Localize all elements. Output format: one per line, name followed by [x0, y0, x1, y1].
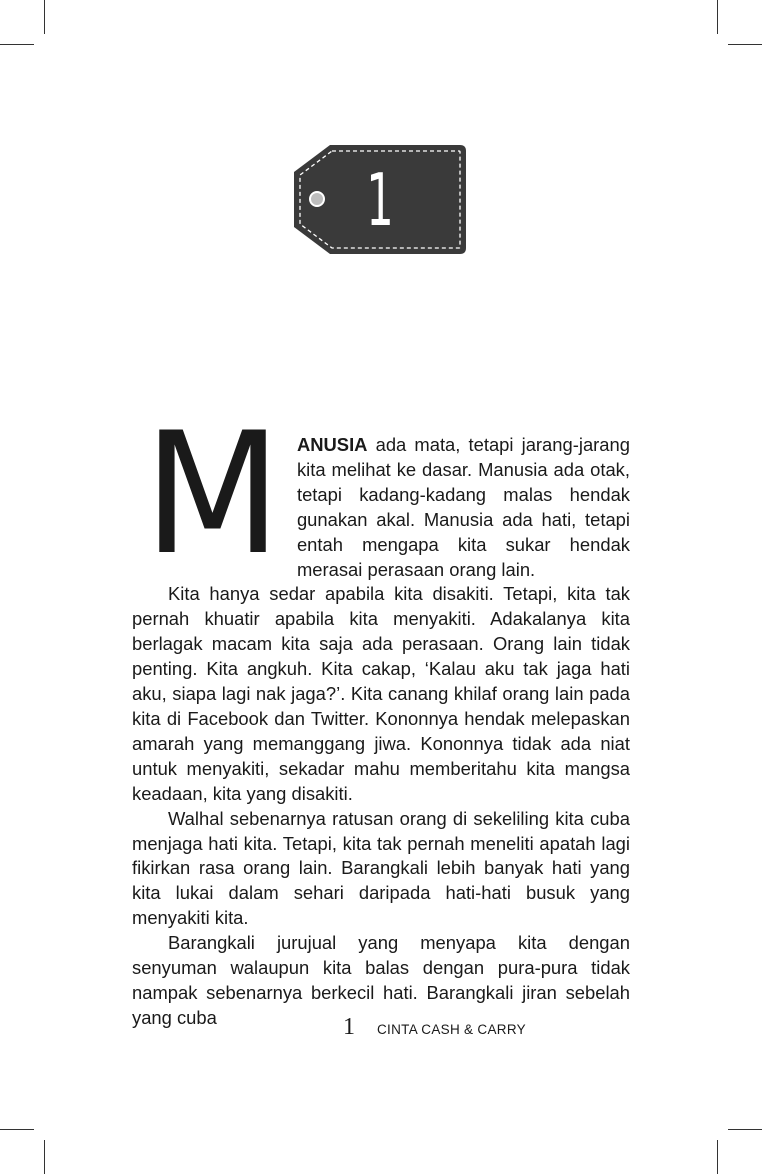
opening-text: ada mata, tetapi jarang-jarang kita melihat ke dasar. Manusia ada otak, tetapi kadang-kadang malas hendak gunakan akal. Manusia ada hati, tetapi entah mengapa kita sukar hendak merasai perasaan orang lain. — [296, 434, 630, 580]
page-number: 1 — [343, 1014, 355, 1040]
drop-cap: M — [143, 396, 282, 592]
crop-mark-bottom-right-v — [717, 1140, 718, 1174]
opening-paragraph — [132, 396, 630, 592]
crop-mark-top-left-v — [44, 0, 45, 34]
crop-mark-bottom-left-h — [0, 1129, 34, 1130]
crop-mark-bottom-right-h — [728, 1129, 762, 1130]
chapter-tag — [292, 143, 468, 256]
paragraph: Walhal sebenarnya ratusan orang di sekeliling kita cuba menjaga hati kita. Tetapi, kita tak pernah meneliti apatah lagi fikirkan rasa orang lain. Barangkali lebih banyak hati yang kita lukai dalam sehari daripada hati-hati busuk yang menyakiti kita. — [132, 807, 630, 929]
lead-word: ANUSIA — [296, 434, 368, 455]
paragraph: Kita hanya sedar apabila kita disakiti. Tetapi, kita tak pernah khuatir apabila kita menyakiti. Adakalanya kita berlagak macam kita saja ada perasaan. Orang lain tidak penting. Kita angkuh. Kita cakap, ‘Kalau aku tak jaga hati aku, siapa lagi nak jaga?’. Kita canang khilaf orang lain pada kita di Facebook dan Twitter. Kononnya hendak melepaskan amarah yang memanggang jiwa. Kononnya tidak ada niat untuk menyakiti, sekadar mahu memberitahu kita mangsa keadaan, kita yang disakiti. — [132, 583, 630, 804]
paragraph: Barangkali jurujual yang menyapa kita dengan senyuman walaupun kita balas dengan pura-pura tidak nampak sebenarnya berkecil hati. Barangkali jiran sebelah yang cuba — [132, 932, 630, 1028]
chapter-number: 1 — [366, 157, 394, 242]
page-footer — [343, 1014, 526, 1044]
running-title: CINTA CASH & CARRY — [377, 1022, 526, 1037]
crop-mark-top-right-v — [717, 0, 718, 34]
crop-mark-top-left-h — [0, 44, 34, 45]
crop-mark-bottom-left-v — [44, 1140, 45, 1174]
body-text — [132, 396, 630, 1031]
crop-mark-top-right-h — [728, 44, 762, 45]
